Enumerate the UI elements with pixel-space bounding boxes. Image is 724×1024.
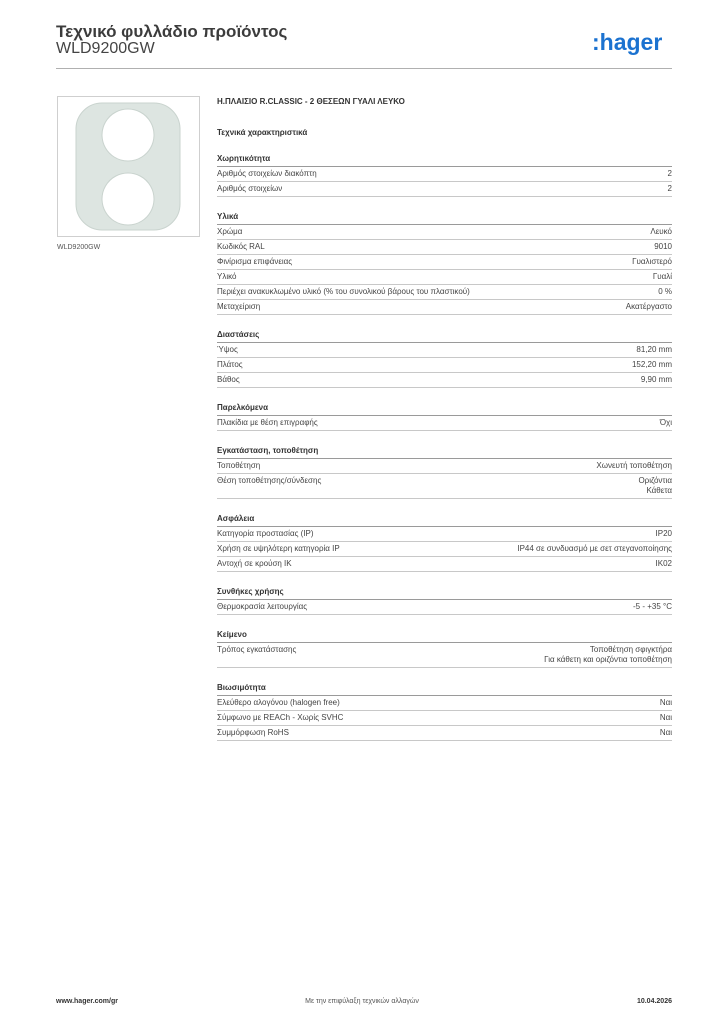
- spec-row: [217, 225, 672, 240]
- spec-value: 2: [667, 184, 672, 193]
- spec-label: Υλικό: [217, 272, 237, 281]
- spec-row: [217, 600, 672, 615]
- spec-label: Θερμοκρασία λειτουργίας: [217, 602, 308, 611]
- spec-label: Συμμόρφωση RoHS: [217, 728, 289, 737]
- spec-value: IP44 σε συνδυασμό με σετ στεγανοποίησης: [517, 544, 672, 553]
- spec-label: Τρόπος εγκατάστασης: [217, 645, 297, 654]
- spec-value: Γυαλιστερό: [632, 257, 672, 266]
- spec-row: [217, 240, 672, 255]
- section-title: Εγκατάσταση, τοποθέτηση: [217, 445, 672, 459]
- spec-row: [217, 285, 672, 300]
- spec-row: [217, 459, 672, 474]
- footer-website[interactable]: www.hager.com/gr: [56, 998, 118, 1005]
- spec-label: Ελεύθερο αλογόνου (halogen free): [217, 698, 340, 707]
- product-image: [57, 96, 200, 237]
- spec-value: IP20: [655, 529, 672, 538]
- spec-sections: [217, 153, 672, 741]
- footer-disclaimer: Με την επιφύλαξη τεχνικών αλλαγών: [305, 998, 419, 1005]
- spec-row: [217, 167, 672, 182]
- spec-row: [217, 474, 672, 499]
- spec-section: [217, 586, 672, 615]
- section-title: Διαστάσεις: [217, 329, 672, 343]
- section-title: Βιωσιμότητα: [217, 682, 672, 696]
- spec-row: [217, 542, 672, 557]
- spec-value: Τοποθέτηση σφιγκτήρα Για κάθετη και οριζόντια τοποθέτηση: [544, 645, 672, 664]
- spec-section: [217, 445, 672, 499]
- spec-value: Οριζόντια Κάθετα: [638, 476, 672, 495]
- spec-label: Ύψος: [217, 345, 238, 354]
- spec-label: Χρώμα: [217, 227, 243, 236]
- spec-row: [217, 416, 672, 431]
- product-description: Η.ΠΛΑΙΣΙΟ R.CLASSIC - 2 ΘΕΣΕΩΝ ΓΥΑΛΙ ΛΕΥΚΟ: [217, 97, 405, 106]
- spec-row: [217, 373, 672, 388]
- spec-row: [217, 182, 672, 197]
- spec-section: [217, 513, 672, 572]
- spec-value: Ναι: [659, 698, 672, 707]
- spec-label: Πλακίδια με θέση επιγραφής: [217, 418, 318, 427]
- section-title: Συνθήκες χρήσης: [217, 586, 672, 600]
- spec-section: [217, 629, 672, 668]
- spec-label: Φινίρισμα επιφάνειας: [217, 257, 293, 266]
- spec-value: Ναι: [659, 713, 672, 722]
- spec-value: Όχι: [659, 418, 672, 427]
- spec-row: [217, 711, 672, 726]
- spec-section: [217, 329, 672, 388]
- spec-value: 0 %: [658, 287, 672, 296]
- logo-text: :hager: [592, 29, 663, 55]
- header-divider: [56, 68, 672, 69]
- spec-value: Ακατέργαστο: [625, 302, 672, 311]
- spec-value: 152,20 mm: [631, 360, 672, 369]
- spec-value: IK02: [655, 559, 672, 568]
- section-title: Χωρητικότητα: [217, 153, 672, 167]
- spec-row: [217, 527, 672, 542]
- spec-section: [217, 402, 672, 431]
- spec-content: [217, 92, 672, 741]
- spec-label: Αριθμός στοιχείων διακόπτη: [217, 169, 317, 178]
- spec-label: Πλάτος: [217, 360, 243, 369]
- spec-row: [217, 696, 672, 711]
- spec-value: 81,20 mm: [636, 345, 672, 354]
- spec-value: Χωνευτή τοποθέτηση: [596, 461, 672, 470]
- spec-value: 2: [667, 169, 672, 178]
- spec-section: [217, 153, 672, 197]
- spec-row: [217, 270, 672, 285]
- spec-row: [217, 358, 672, 373]
- spec-row: [217, 255, 672, 270]
- product-reference: WLD9200GW: [56, 40, 155, 57]
- spec-section: [217, 211, 672, 315]
- spec-label: Κωδικός RAL: [217, 242, 265, 251]
- spec-label: Αριθμός στοιχείων: [217, 184, 283, 193]
- spec-row: [217, 343, 672, 358]
- section-title: Παρελκόμενα: [217, 402, 672, 416]
- spec-label: Τοποθέτηση: [217, 461, 261, 470]
- spec-label: Περιέχει ανακυκλωμένο υλικό (% του συνολικού βάρους του πλαστικού): [217, 287, 470, 296]
- double-frame-image: [58, 97, 199, 236]
- spec-label: Κατηγορία προστασίας (IP): [217, 529, 314, 538]
- page-title: Τεχνικό φυλλάδιο προϊόντος: [56, 22, 288, 41]
- spec-value: Ναι: [659, 728, 672, 737]
- spec-value: 9010: [654, 242, 672, 251]
- spec-label: Θέση τοποθέτησης/σύνδεσης: [217, 476, 322, 485]
- spec-label: Σύμφωνο με REACh - Χωρίς SVHC: [217, 713, 344, 722]
- spec-value: Λευκό: [650, 227, 672, 236]
- spec-row: [217, 300, 672, 315]
- spec-heading: Τεχνικά χαρακτηριστικά: [217, 128, 308, 137]
- footer-date: 10.04.2026: [636, 998, 672, 1005]
- spec-row: [217, 643, 672, 668]
- spec-value: 9,90 mm: [640, 375, 672, 384]
- spec-label: Βάθος: [217, 375, 240, 384]
- spec-value: -5 - +35 °C: [633, 602, 672, 611]
- section-title: Ασφάλεια: [217, 513, 672, 527]
- hager-logo: [592, 28, 682, 58]
- spec-label: Αντοχή σε κρούση IK: [217, 559, 292, 568]
- spec-label: Χρήση σε υψηλότερη κατηγορία IP: [217, 544, 340, 553]
- product-image-caption: WLD9200GW: [57, 244, 101, 251]
- spec-row: [217, 557, 672, 572]
- spec-label: Μεταχείριση: [217, 302, 261, 311]
- spec-row: [217, 726, 672, 741]
- spec-section: [217, 682, 672, 741]
- section-title: Κείμενο: [217, 629, 672, 643]
- spec-value: Γυαλί: [652, 272, 672, 281]
- section-title: Υλικά: [217, 211, 672, 225]
